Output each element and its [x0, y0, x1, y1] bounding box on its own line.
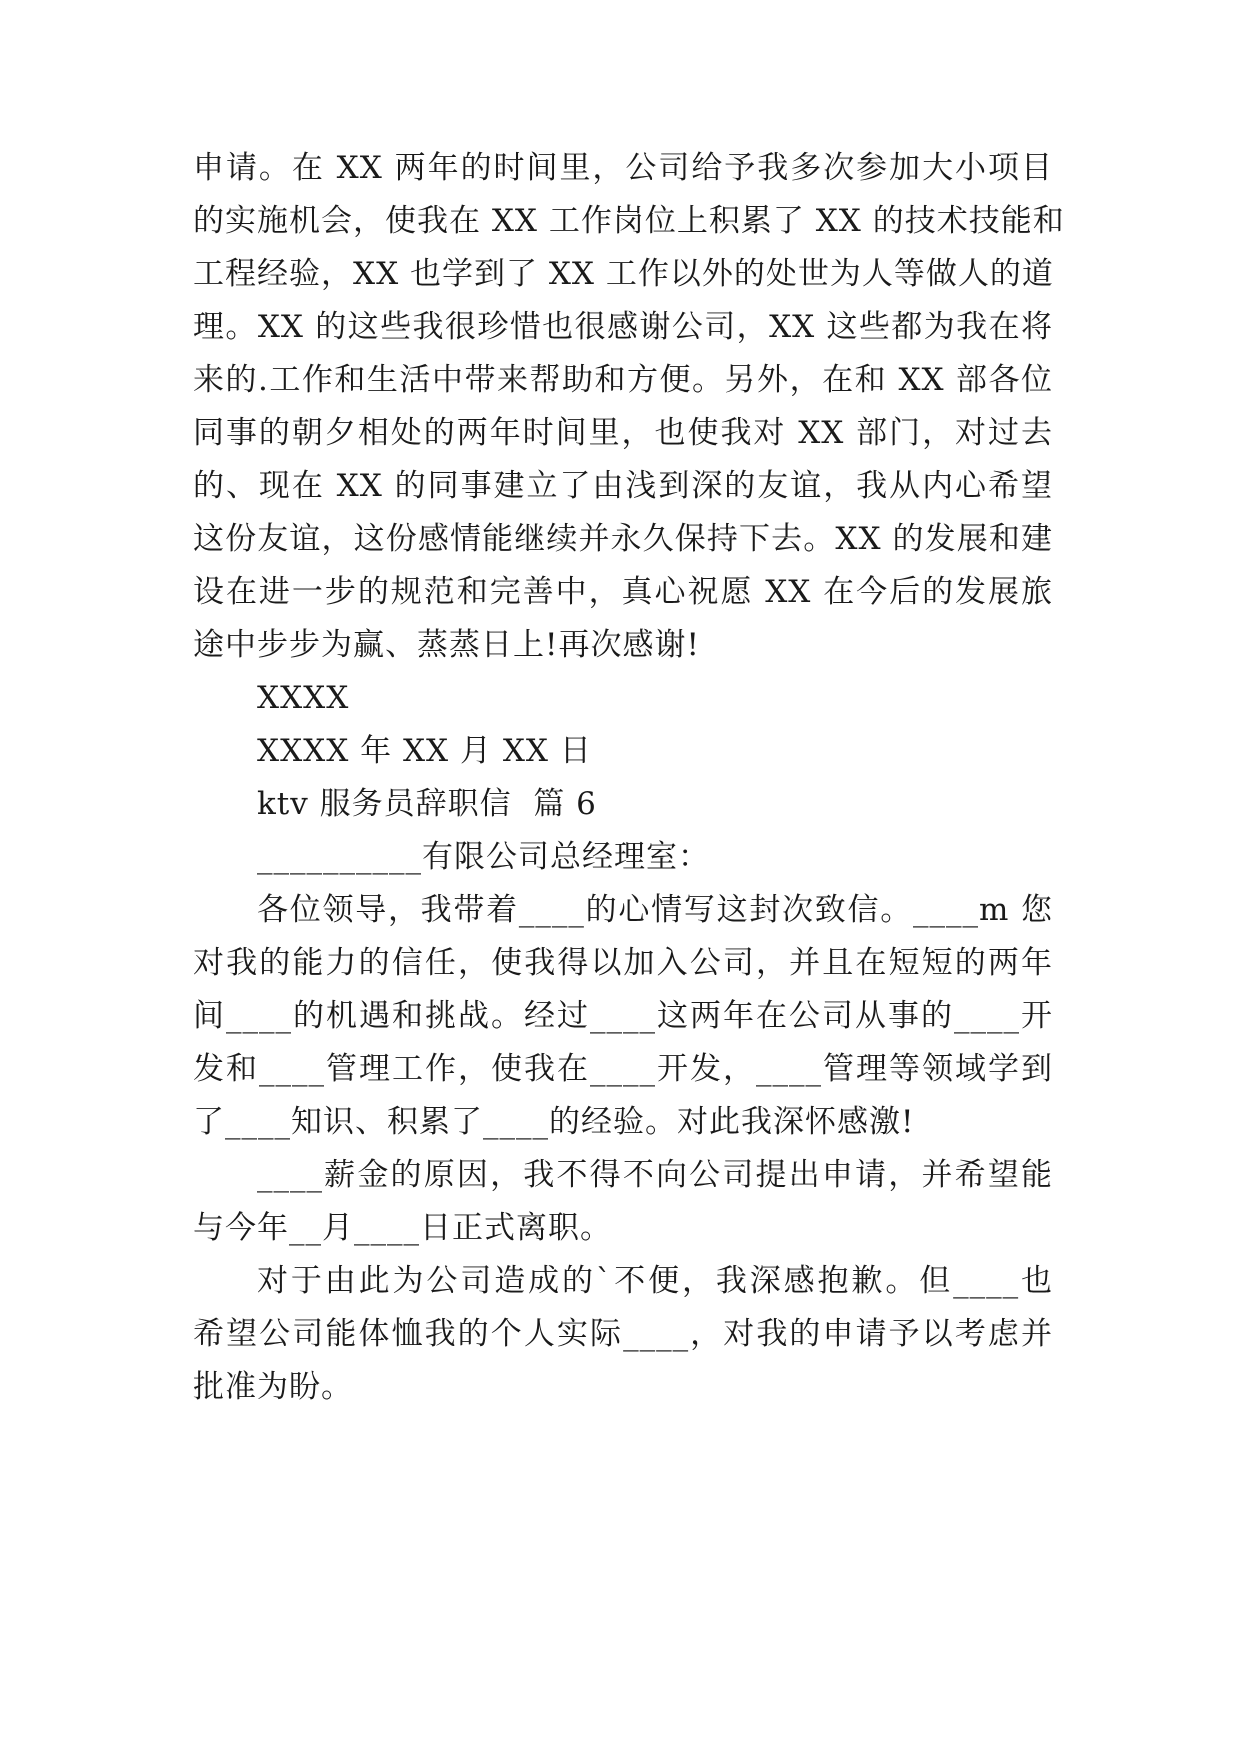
paragraph-line: 同事的朝夕相处的两年时间里，也使我对 XX 部门，对过去	[193, 415, 1053, 451]
paragraph-line: 与今年__月____日正式离职。	[193, 1210, 612, 1246]
paragraph-line: 的、现在 XX 的同事建立了由浅到深的友谊，我从内心希望	[193, 468, 1053, 504]
paragraph-line: 申请。在 XX 两年的时间里，公司给予我多次参加大小项目	[193, 150, 1053, 186]
section-heading: ktv 服务员辞职信 篇 6	[257, 786, 597, 822]
paragraph-line: 间____的机遇和挑战。经过____这两年在公司从事的____开	[193, 998, 1053, 1034]
paragraph-line: 发和____管理工作，使我在____开发，____管理等领域学到	[193, 1051, 1053, 1087]
paragraph-line: 设在进一步的规范和完善中，真心祝愿 XX 在今后的发展旅	[193, 574, 1053, 610]
paragraph-line: 对于由此为公司造成的`不便，我深感抱歉。但____也	[257, 1263, 1053, 1299]
paragraph-line: 来的.工作和生活中带来帮助和方便。另外，在和 XX 部各位	[193, 362, 1053, 398]
paragraph-line: 理。XX 的这些我很珍惜也很感谢公司，XX 这些都为我在将	[193, 309, 1053, 345]
paragraph-line: 希望公司能体恤我的个人实际____，对我的申请予以考虑并	[193, 1316, 1053, 1352]
paragraph-line: 对我的能力的信任，使我得以加入公司，并且在短短的两年	[193, 945, 1053, 981]
paragraph-line: 的实施机会，使我在 XX 工作岗位上积累了 XX 的技术技能和	[193, 203, 1065, 239]
signature-date: XXXX 年 XX 月 XX 日	[257, 733, 592, 769]
paragraph-line: 批准为盼。	[193, 1369, 353, 1405]
document-page	[193, 0, 1065, 1754]
letter-salutation: __________有限公司总经理室：	[257, 839, 710, 875]
signature-name: XXXX	[257, 680, 350, 716]
paragraph-line: 了____知识、积累了____的经验。对此我深怀感激!	[193, 1104, 915, 1140]
paragraph-line: 这份友谊，这份感情能继续并永久保持下去。XX 的发展和建	[193, 521, 1053, 557]
paragraph-line: 各位领导，我带着____的心情写这封次致信。____m 您	[257, 892, 1053, 928]
paragraph-line: ____薪金的原因，我不得不向公司提出申请，并希望能	[257, 1157, 1053, 1193]
paragraph-line: 工程经验，XX 也学到了 XX 工作以外的处世为人等做人的道	[193, 256, 1054, 292]
paragraph-line: 途中步步为赢、蒸蒸日上!再次感谢!	[193, 627, 700, 663]
